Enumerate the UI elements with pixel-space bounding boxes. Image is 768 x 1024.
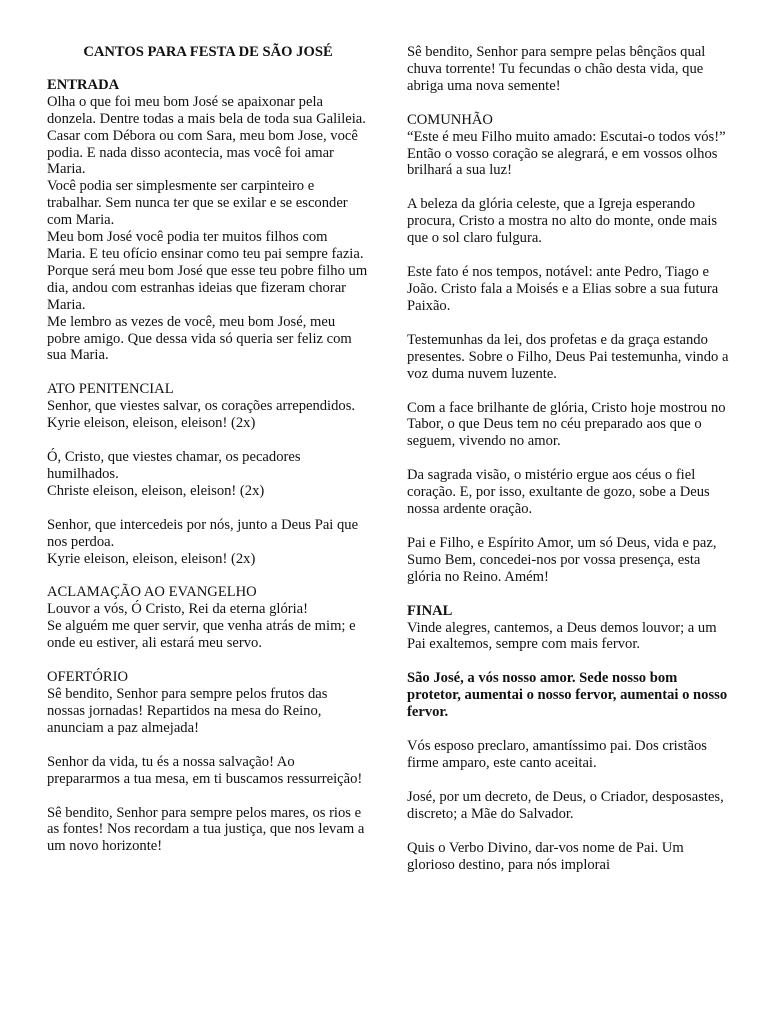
verse-block (407, 400, 729, 451)
verse-text: São José, a vós nosso amor. Sede nosso bom protetor, aumentai o nosso fervor, aumentai o nosso fervor. (407, 670, 728, 721)
verse-block (47, 449, 369, 500)
verse-block (407, 670, 729, 721)
verse-block (407, 264, 729, 315)
verse-block (407, 840, 729, 874)
left-column (47, 44, 369, 872)
section-heading: OFERTÓRIO (47, 669, 129, 686)
verse-block (47, 517, 369, 568)
section-comunhao (407, 112, 729, 180)
verse-text: Se alguém me quer servir, que venha atrás de mim; e onde eu estiver, ali estará meu servo. (47, 618, 356, 652)
verse-text: Senhor, que intercedeis por nós, junto a Deus Pai que nos perdoa. (47, 516, 359, 550)
verse-text: Este fato é nos tempos, notável: ante Pedro, Tiago e João. Cristo fala a Moisés e a Elias sobre a sua futura Paixão. (407, 264, 719, 314)
verse-text: Testemunhas da lei, dos profetas e da graça estando presentes. Sobre o Filho, Deus Pai testemunha, vindo a voz duma nuvem luzente. (407, 331, 729, 382)
verse-text: Com a face brilhante de glória, Cristo hoje mostrou no Tabor, o que Deus tem no céu preparado aos que o seguem, vivendo no amor. (407, 399, 726, 450)
section-ato-penitencial (47, 381, 369, 432)
verse-text: Sê bendito, Senhor para sempre pelas bênçãos qual chuva torrente! Tu fecundas o chão desta vida, que abriga uma nova semente! (407, 44, 706, 94)
verse-text: Vinde alegres, cantemos, a Deus demos louvor; a um Pai exaltemos, sempre com mais fervor. (407, 619, 717, 653)
section-heading: ACLAMAÇÃO AO EVANGELHO (47, 584, 257, 601)
section-heading: ENTRADA (47, 76, 120, 93)
verse-block (407, 332, 729, 383)
verse-text: Meu bom José você podia ter muitos filhos com Maria. E teu ofício ensinar como teu pai sempre fazia. Porque será meu bom José que esse teu pobre filho um dia, andou com estranhas ideias que fizeram chorar Maria. (47, 229, 368, 313)
verse-text: Da sagrada visão, o mistério ergue aos céus o fiel coração. E, por isso, exultante de gozo, sobe a Deus nossa ardente oração. (407, 467, 710, 518)
section-heading: FINAL (407, 602, 453, 619)
document-title: CANTOS PARA FESTA DE SÃO JOSÉ (83, 44, 333, 60)
verse-block (407, 196, 729, 247)
verse-text: A beleza da glória celeste, que a Igreja esperando procura, Cristo a mostra no alto do monte, onde mais que o sol claro fulgura. (407, 196, 718, 247)
verse-block (47, 754, 369, 788)
verse-text: Olha o que foi meu bom José se apaixonar pela donzela. Dentre todas a mais bela de toda sua Galileia. Casar com Débora ou com Sara, meu bom Jose, você podia. E nada disso acontecia, mas você foi amar Maria. (47, 93, 366, 178)
verse-block (407, 44, 729, 95)
right-column (407, 44, 729, 891)
verse-text: Kyrie eleison, eleison, eleison! (2x) (47, 415, 256, 432)
verse-text: Sê bendito, Senhor para sempre pelos mares, os rios e as fontes! Nos recordam a tua justiça, que nos levam a um novo horizonte! (47, 804, 365, 855)
verse-text: Você podia ser simplesmente ser carpinteiro e trabalhar. Sem nunca ter que se exilar e se esconder com Maria. (47, 178, 348, 229)
section-final (407, 603, 729, 654)
verse-text: Christe eleison, eleison, eleison! (2x) (47, 482, 265, 499)
verse-text: Vós esposo preclaro, amantíssimo pai. Dos cristãos firme amparo, este canto aceitai. (407, 738, 707, 771)
verse-block (407, 789, 729, 823)
verse-text: Ó, Cristo, que viestes chamar, os pecadores humilhados. (47, 449, 301, 482)
section-entrada (47, 77, 369, 364)
verse-text: Me lembro as vezes de você, meu bom José, meu pobre amigo. Que dessa vida só queria ser feliz com sua Maria. (47, 313, 352, 364)
verse-text: Sê bendito, Senhor para sempre pelos frutos das nossas jornadas! Repartidos na mesa do Reino, anunciam a paz almejada! (47, 686, 328, 736)
section-heading: COMUNHÃO (407, 111, 493, 128)
section-ofertorio (47, 669, 369, 737)
verse-block (47, 805, 369, 856)
verse-text: Kyrie eleison, eleison, eleison! (2x) (47, 550, 256, 567)
section-heading: ATO PENITENCIAL (47, 381, 174, 398)
verse-block (407, 535, 729, 586)
verse-text: Senhor, que viestes salvar, os corações arrependidos. (47, 398, 356, 415)
verse-text: Louvor a vós, Ó Cristo, Rei da eterna glória! (47, 601, 308, 618)
verse-block (407, 467, 729, 518)
verse-text: Pai e Filho, e Espírito Amor, um só Deus, vida e paz, Sumo Bem, concedei-nos por vossa presença, esta glória no Reino. Amém! (407, 534, 717, 585)
verse-text: José, por um decreto, de Deus, o Criador, desposastes, discreto; a Mãe do Salvador. (407, 788, 724, 822)
section-aclamacao-ao-evangelho (47, 584, 369, 652)
verse-block (407, 738, 729, 772)
verse-text: Quis o Verbo Divino, dar-vos nome de Pai. Um glorioso destino, para nós implorai (407, 839, 684, 873)
verse-text: “Este é meu Filho muito amado: Escutai-o todos vós!” Então o vosso coração se alegrará, e em vossos olhos brilhará a sua luz! (407, 128, 726, 179)
verse-text: Senhor da vida, tu és a nossa salvação! Ao prepararmos a tua mesa, em ti buscamos ressurreição! (47, 753, 363, 787)
